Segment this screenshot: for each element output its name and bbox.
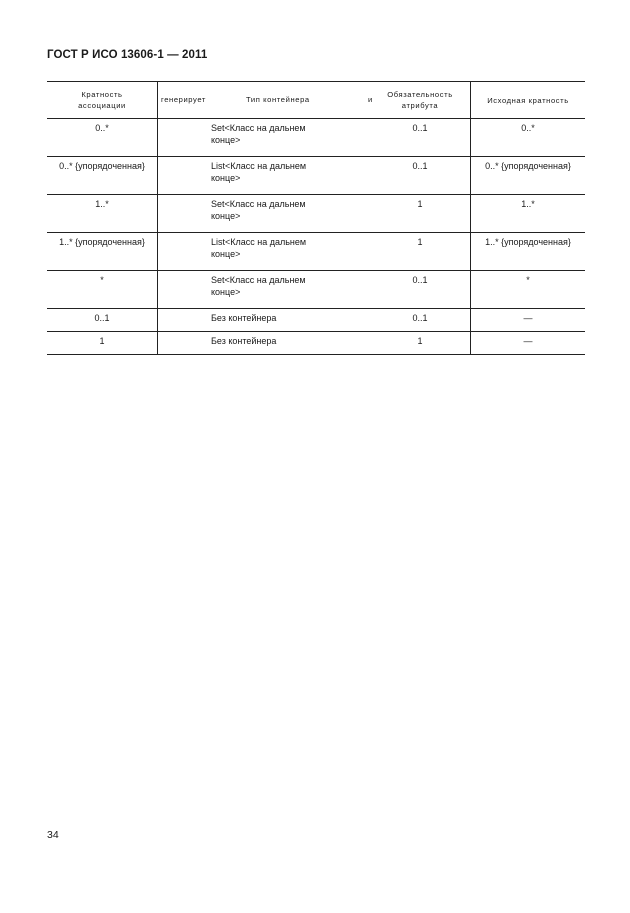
cell-source-multiplicity: — [471,332,586,355]
cell-container-line2: конце> [211,135,241,145]
header-container-type: Тип контейнера [246,95,310,104]
cell-container-line1: List<Класс на дальнем [211,161,307,171]
cell-container [158,119,371,157]
header-multiplicity-line2: ассоциации [78,101,126,110]
cell-obligation: 0..1 [370,157,471,195]
cell-container [158,332,371,355]
cell-multiplicity: 0..* {упорядоченная} [47,157,158,195]
table-row [47,233,585,271]
table-row [47,195,585,233]
cell-source-multiplicity: 0..* {упорядоченная} [471,157,586,195]
cell-container-line1: Set<Класс на дальнем [211,199,306,209]
header-multiplicity-line1: Кратность [81,90,123,99]
cell-multiplicity: 1 [47,332,158,355]
cell-multiplicity: 1..* {упорядоченная} [47,233,158,271]
cell-source-multiplicity: — [471,309,586,332]
cell-container [158,195,371,233]
cell-source-multiplicity: 1..* [471,195,586,233]
cell-obligation: 0..1 [370,309,471,332]
table-row [47,119,585,157]
header-source-multiplicity: Исходная кратность [471,82,586,119]
cell-source-multiplicity: 0..* [471,119,586,157]
cell-container [158,309,371,332]
cell-container-line2: конце> [211,249,241,259]
cell-container-line1: Set<Класс на дальнем [211,275,306,285]
cell-obligation: 1 [370,233,471,271]
header-and: и [368,95,373,104]
cell-multiplicity: 1..* [47,195,158,233]
cell-container [158,233,371,271]
cell-source-multiplicity: * [471,271,586,309]
table-row [47,309,585,332]
header-obligation-line1: Обязательность [387,90,453,99]
cell-multiplicity: 0..* [47,119,158,157]
cell-source-multiplicity: 1..* {упорядоченная} [471,233,586,271]
table-row [47,157,585,195]
cell-obligation: 0..1 [370,119,471,157]
page-number: 34 [47,829,59,841]
cell-container-line1: Без контейнера [211,313,277,323]
cell-multiplicity: * [47,271,158,309]
header-obligation-line2: атрибута [401,101,439,110]
multiplicity-table [47,81,585,355]
header-multiplicity [47,82,158,119]
header-obligation [370,82,471,119]
cell-container-line2: конце> [211,211,241,221]
cell-container-line1: Set<Класс на дальнем [211,123,306,133]
cell-multiplicity: 0..1 [47,309,158,332]
cell-obligation: 1 [370,195,471,233]
cell-obligation: 1 [370,332,471,355]
header-container [158,82,371,119]
cell-container-line1: Без контейнера [211,336,277,346]
cell-container-line1: List<Класс на дальнем [211,237,307,247]
cell-container [158,271,371,309]
table-header-row [47,82,585,119]
cell-obligation: 0..1 [370,271,471,309]
cell-container-line2: конце> [211,287,241,297]
table-row [47,271,585,309]
document-header: ГОСТ Р ИСО 13606-1 — 2011 [47,49,208,61]
cell-container-line2: конце> [211,173,241,183]
header-generates: генерирует [161,95,207,104]
cell-container [158,157,371,195]
table-row [47,332,585,355]
